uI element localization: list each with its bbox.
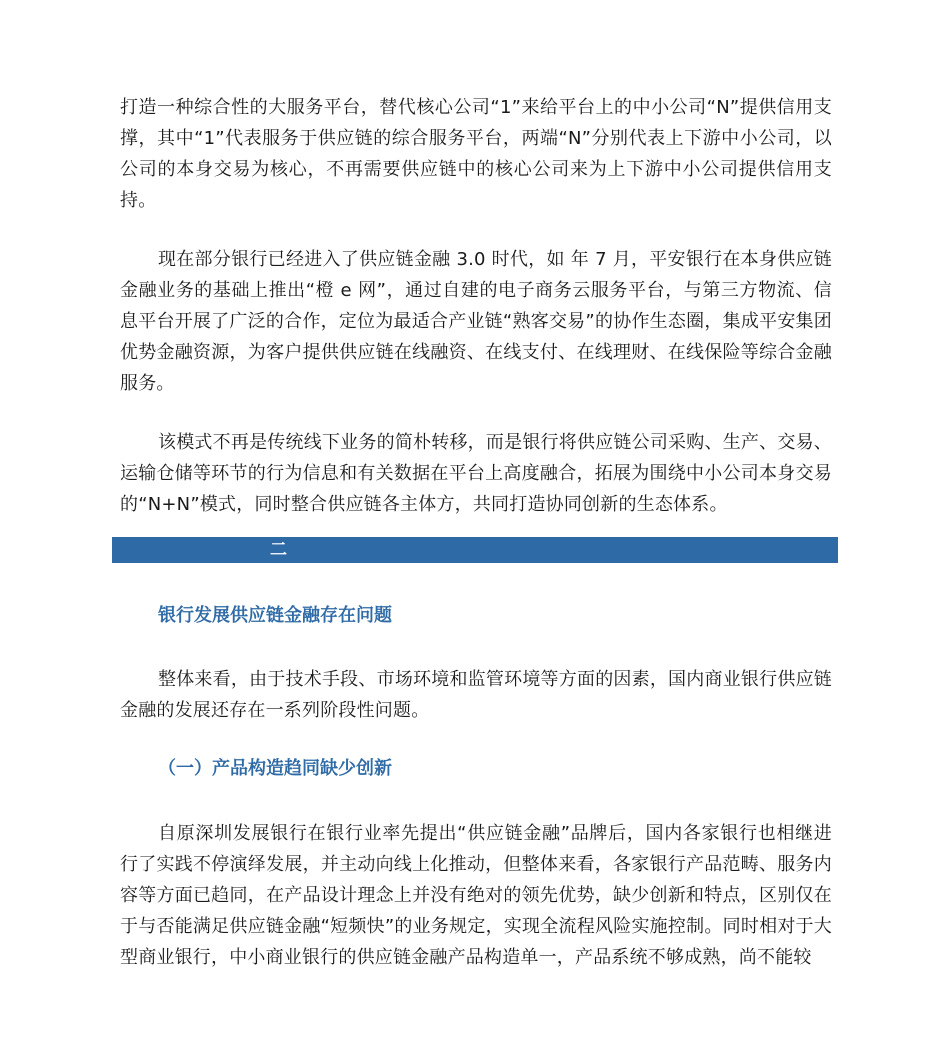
section-header-bar (112, 537, 838, 563)
section-number: 二 (270, 540, 287, 560)
paragraph-service-platform: 打造一种综合性的大服务平台，替代核心公司“1”来给平台上的中小公司“N”提供信用支撑，其中“1”代表服务于供应链的综合服务平台，两端“N”分别代表上下游中小公司，以公司的本身交易为核心，不再需要供应链中的核心公司来为上下游中小公司提供信用支持。 (120, 97, 832, 211)
section-title: 银行发展供应链金融存在问题 (158, 605, 392, 626)
paragraph-supply-chain-3: 现在部分银行已经进入了供应链金融 3.0 时代，如 年 7 月，平安银行在本身供应链金融业务的基础上推出“橙 e 网”，通过自建的电子商务云服务平台，与第三方物流、信息平台开展了广泛的合作，定位为最适合产业链“熟客交易”的协作生态圈，集成平安集团优势金融资源，为客户提供供应链在线融资、在线支付、在线理财、在线保险等综合金融服务。 (120, 249, 832, 394)
paragraph-overview: 整体来看，由于技术手段、市场环境和监管环境等方面的因素，国内商业银行供应链金融的发展还存在一系列阶段性问题。 (120, 669, 832, 721)
paragraph-nn-model: 该模式不再是传统线下业务的简朴转移，而是银行将供应链公司采购、生产、交易、运输仓储等环节的行为信息和有关数据在平台上高度融合，拓展为围绕中小公司本身交易的“N+N”模式，同时整合供应链各主体方，共同打造协同创新的生态体系。 (120, 432, 832, 515)
subsection-title: （一）产品构造趋同缺少创新 (158, 758, 392, 779)
paragraph-product-homogeneity: 自原深圳发展银行在银行业率先提出“供应链金融”品牌后，国内各家银行也相继进行了实践不停演绎发展，并主动向线上化推动，但整体来看，各家银行产品范畴、服务内容等方面已趋同，在产品设计理念上并没有绝对的领先优势，缺少创新和特点，区别仅在于与否能满足供应链金融“短频快”的业务规定，实现全流程风险实施控制。同时相对于大型商业银行，中小商业银行的供应链金融产品构造单一，产品系统不够成熟，尚不能较 (120, 823, 832, 968)
